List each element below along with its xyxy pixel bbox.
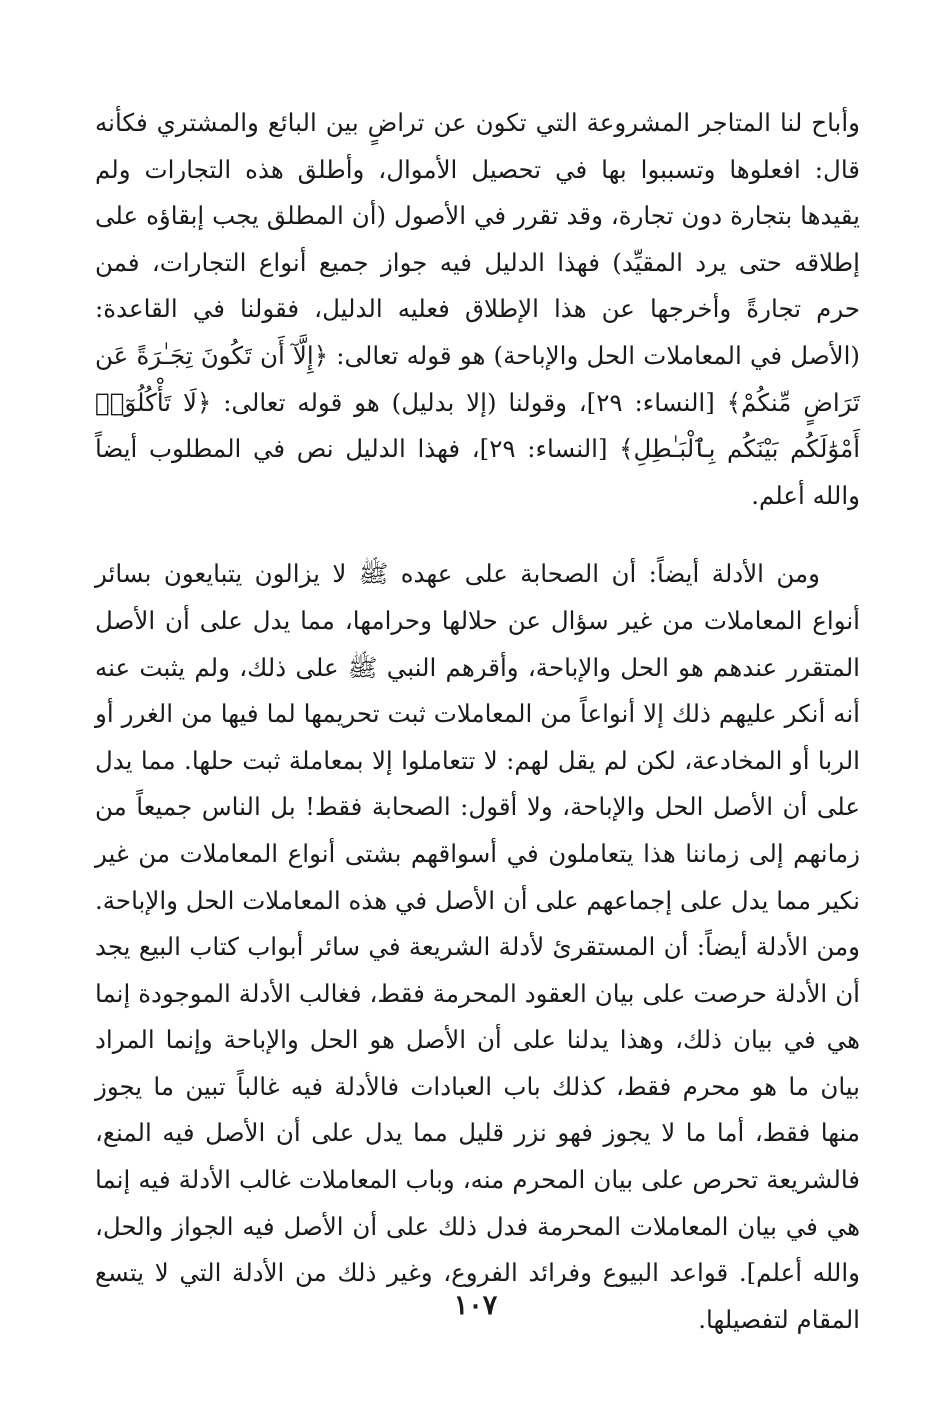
paragraph-trade-permission: وأباح لنا المتاجر المشروعة التي تكون عن تراضٍ بين البائع والمشتري فكأنه قال: افعلوها وتسببوا بها في تحصيل الأموال، وأطلق هذه التجارات ولم يقيدها بتجارة دون تجارة، وقد تقرر في الأصول (أن المطلق يجب إبقاؤه على إطلاقه حتى يرد المقيِّد) فهذا الدليل فيه جواز جميع أنواع التجارات، فمن حرم تجارةً وأخرجها عن هذا الإطلاق فعليه الدليل، فقولنا في القاعدة: (الأصل في المعاملات الحل والإباحة) هو قوله تعالى: ﴿إِلَّآ أَن تَكُونَ تِجَـٰرَةً عَن تَرَاضٍ مِّنكُمْ﴾ [النساء: ٢٩]، وقولنا (إلا بدليل) هو قوله تعالى: ﴿لَا تَأْكُلُوٓا۟ أَمْوَٰلَكُم بَيْنَكُم بِٱلْبَـٰطِلِ﴾ [النساء: ٢٩]، فهذا الدليل نص في المطلوب أيضاً والله أعلم. — [95, 108, 861, 510]
page-number: ١٠٧ — [453, 1290, 498, 1321]
page-body — [95, 100, 860, 1350]
paragraph-companions-evidence: ومن الأدلة أيضاً: أن الصحابة على عهده ﷺ لا يزالون يتبايعون بسائر أنواع المعاملات من غير سؤال عن حلالها وحرامها، مما يدل على أن الأصل المتقرر عندهم هو الحل والإباحة، وأقرهم النبي ﷺ على ذلك، ولم يثبت عنه أنه أنكر عليهم ذلك إلا أنواعاً من المعاملات ثبت تحريمها لما فيها من الغرر أو الربا أو المخادعة، لكن لم يقل لهم: لا تتعاملوا إلا بمعاملة ثبت حلها. مما يدل على أن الأصل الحل والإباحة، ولا أقول: الصحابة فقط! بل الناس جميعاً من زمانهم إلى زماننا هذا يتعاملون في أسواقهم بشتى أنواع المعاملات من غير نكير مما يدل على إجماعهم على أن الأصل في هذه المعاملات الحل والإباحة. ومن الأدلة أيضاً: أن المستقرئ لأدلة الشريعة في سائر أبواب كتاب البيع يجد أن الأدلة حرصت على بيان العقود المحرمة فقط، فغالب الأدلة الموجودة إنما هي في بيان ذلك، وهذا يدلنا على أن الأصل هو الحل والإباحة وإنما المراد بيان ما هو محرم فقط، كذلك باب العبادات فالأدلة فيه غالباً تبين ما يجوز منها فقط، أما ما لا يجوز فهو نزر قليل مما يدل على أن الأصل فيه المنع، فالشريعة تحرص على بيان المحرم منه، وباب المعاملات غالب الأدلة فيه إنما هي في بيان المعاملات المحرمة فدل ذلك على أن الأصل فيه الجواز والحل، والله أعلم]. قواعد البيوع وفرائد الفروع، وغير ذلك من الأدلة التي لا يتسع المقام لتفصيلها. — [95, 559, 860, 1334]
